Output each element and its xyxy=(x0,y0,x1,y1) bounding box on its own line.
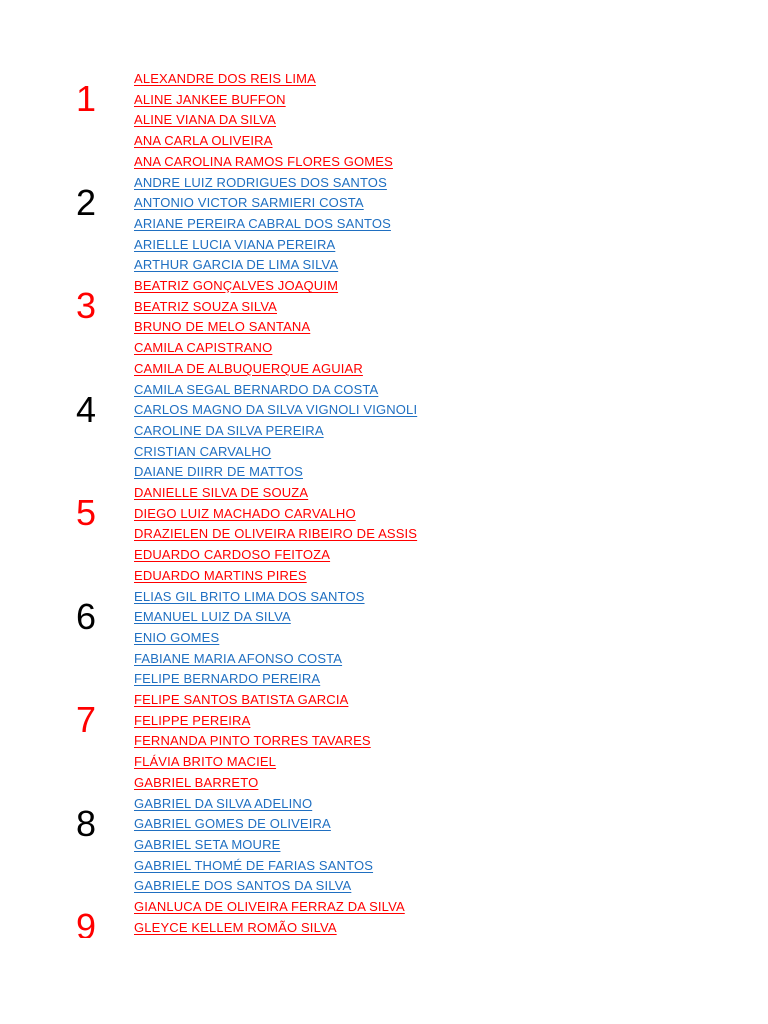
group-number-3: 3 xyxy=(76,285,97,326)
name-link[interactable]: ARIANE PEREIRA CABRAL DOS SANTOS xyxy=(134,215,391,231)
name-link[interactable]: CAMILA SEGAL BERNARDO DA COSTA xyxy=(134,381,379,397)
name-link[interactable]: CAMILA DE ALBUQUERQUE AGUIAR xyxy=(134,360,363,376)
group-number-1: 1 xyxy=(76,78,97,119)
name-link[interactable]: CAMILA CAPISTRANO xyxy=(134,340,273,356)
group-number-8: 8 xyxy=(76,802,97,844)
name-link[interactable]: ANDRE LUIZ RODRIGUES DOS SANTOS xyxy=(134,174,387,190)
name-link[interactable]: FELIPE BERNARDO PEREIRA xyxy=(134,671,321,687)
name-link[interactable]: DIEGO LUIZ MACHADO CARVALHO xyxy=(134,505,356,521)
group-number-9: 9 xyxy=(76,906,97,938)
name-link[interactable]: FELIPPE PEREIRA xyxy=(134,712,251,728)
name-link[interactable]: ENIO GOMES xyxy=(134,629,220,645)
name-link[interactable]: DANIELLE SILVA DE SOUZA xyxy=(134,485,309,500)
name-link[interactable]: ARIELLE LUCIA VIANA PEREIRA xyxy=(134,236,336,252)
name-link[interactable]: ANA CARLA OLIVEIRA xyxy=(134,133,273,149)
group-number-4: 4 xyxy=(76,388,97,430)
name-link[interactable]: GLEYCE KELLEM ROMÃO SILVA xyxy=(134,919,337,935)
name-link[interactable]: CRISTIAN CARVALHO xyxy=(134,443,272,459)
name-list xyxy=(0,68,768,938)
name-link[interactable]: BEATRIZ GONÇALVES JOAQUIM xyxy=(134,278,339,293)
name-link[interactable]: GABRIEL SETA MOURE xyxy=(134,836,281,852)
name-link[interactable]: GABRIEL THOMÉ DE FARIAS SANTOS xyxy=(134,857,374,873)
name-link[interactable]: GABRIEL DA SILVA ADELINO xyxy=(134,795,313,811)
name-link[interactable]: FERNANDA PINTO TORRES TAVARES xyxy=(134,733,371,749)
name-link[interactable]: GABRIELE DOS SANTOS DA SILVA xyxy=(134,878,352,894)
group-number-7: 7 xyxy=(76,699,97,740)
name-link[interactable]: BEATRIZ SOUZA SILVA xyxy=(134,298,277,314)
name-link[interactable]: ALINE VIANA DA SILVA xyxy=(134,112,276,128)
name-link[interactable]: ALINE JANKEE BUFFON xyxy=(134,91,286,107)
name-link[interactable]: DAIANE DIIRR DE MATTOS xyxy=(134,464,303,480)
name-link[interactable]: CARLOS MAGNO DA SILVA VIGNOLI VIGNOLI xyxy=(134,402,418,418)
name-link[interactable]: GABRIEL GOMES DE OLIVEIRA xyxy=(134,816,331,832)
name-link[interactable]: FABIANE MARIA AFONSO COSTA xyxy=(134,650,343,666)
name-link[interactable]: GIANLUCA DE OLIVEIRA FERRAZ DA SILVA xyxy=(134,899,405,914)
name-link[interactable]: ARTHUR GARCIA DE LIMA SILVA xyxy=(134,257,339,273)
name-link[interactable]: EDUARDO MARTINS PIRES xyxy=(134,567,307,583)
name-link[interactable]: ANTONIO VICTOR SARMIERI COSTA xyxy=(134,195,364,211)
group-number-2: 2 xyxy=(76,181,97,223)
name-link[interactable]: GABRIEL BARRETO xyxy=(134,774,259,790)
name-link[interactable]: ELIAS GIL BRITO LIMA DOS SANTOS xyxy=(134,588,365,604)
name-link[interactable]: BRUNO DE MELO SANTANA xyxy=(134,319,311,335)
name-link[interactable]: EDUARDO CARDOSO FEITOZA xyxy=(134,547,331,563)
name-link[interactable]: FLÁVIA BRITO MACIEL xyxy=(134,754,277,770)
name-link[interactable]: EMANUEL LUIZ DA SILVA xyxy=(134,609,291,625)
name-link[interactable]: DRAZIELEN DE OLIVEIRA RIBEIRO DE ASSIS xyxy=(134,526,418,542)
name-link[interactable]: CAROLINE DA SILVA PEREIRA xyxy=(134,422,324,438)
name-link[interactable]: ALEXANDRE DOS REIS LIMA xyxy=(134,71,316,86)
group-number-5: 5 xyxy=(76,492,97,533)
name-link[interactable]: FELIPE SANTOS BATISTA GARCIA xyxy=(134,692,349,707)
name-link[interactable]: ANA CAROLINA RAMOS FLORES GOMES xyxy=(134,153,393,169)
group-number-6: 6 xyxy=(76,595,97,637)
